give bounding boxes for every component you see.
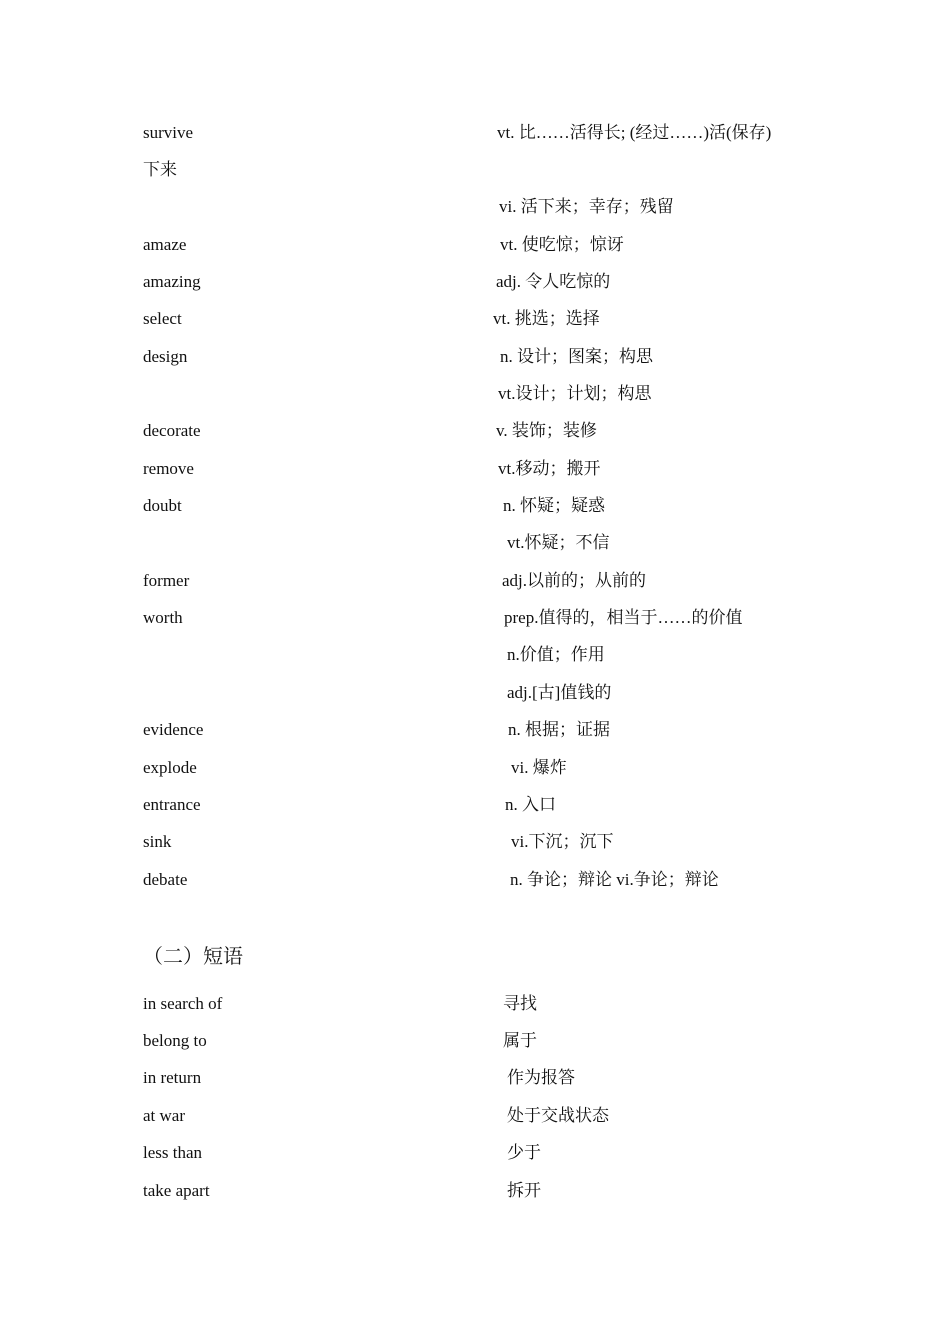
vocab-row (0, 343, 950, 371)
phrase-meaning: 拆开 (507, 1181, 541, 1200)
vocab-row (0, 417, 950, 445)
phrase-meaning: 属于 (503, 1031, 537, 1050)
vocab-row (0, 268, 950, 296)
vocab-row (0, 679, 950, 707)
vocab-meaning: n. 怀疑；疑惑 (503, 496, 605, 515)
vocab-meaning: vi. 爆炸 (511, 758, 567, 777)
vocab-row (0, 716, 950, 744)
vocab-meaning: adj.以前的；从前的 (502, 571, 647, 590)
vocab-meaning: vt. 挑选；选择 (493, 309, 600, 328)
phrase-text: less than (143, 1143, 203, 1162)
vocab-meaning: n.价值；作用 (507, 645, 605, 664)
section-heading-phrases: （二）短语 (143, 946, 243, 968)
vocab-row (0, 380, 950, 408)
phrase-meaning: 少于 (507, 1143, 541, 1162)
vocab-row (0, 119, 950, 147)
vocab-row (0, 641, 950, 669)
vocab-word: remove (143, 459, 194, 478)
phrase-text: belong to (143, 1031, 207, 1050)
vocab-row (0, 791, 950, 819)
vocab-word: amazing (143, 272, 201, 291)
phrase-text: at war (143, 1106, 186, 1125)
vocab-meaning: v. 装饰；装修 (496, 421, 597, 440)
vocab-meaning: n. 入口 (505, 795, 556, 814)
vocab-row (0, 828, 950, 856)
vocab-row (0, 156, 950, 184)
phrase-row (0, 1064, 950, 1092)
vocab-row (0, 492, 950, 520)
vocab-word: former (143, 571, 190, 590)
vocab-word: doubt (143, 496, 182, 515)
vocab-meaning: vt.设计；计划；构思 (498, 384, 652, 403)
phrase-meaning: 寻找 (503, 994, 537, 1013)
vocab-meaning: n. 根据；证据 (508, 720, 610, 739)
vocab-meaning: n. 争论；辩论 vi.争论；辩论 (510, 870, 719, 889)
vocab-meaning: vt. 比……活得长; (经过……)活(保存) (497, 123, 772, 142)
phrase-row (0, 990, 950, 1018)
vocab-row (0, 529, 950, 557)
vocab-row (0, 455, 950, 483)
vocab-word: evidence (143, 720, 204, 739)
vocab-word: decorate (143, 421, 201, 440)
vocab-meaning: vt.移动；搬开 (498, 459, 601, 478)
vocab-meaning: vi. 活下来；幸存；残留 (499, 197, 674, 216)
vocab-word: entrance (143, 795, 201, 814)
vocab-word: design (143, 347, 188, 366)
phrase-meaning: 作为报答 (507, 1068, 575, 1087)
vocab-row (0, 866, 950, 894)
phrase-text: in return (143, 1068, 202, 1087)
phrase-meaning: 处于交战状态 (507, 1106, 609, 1125)
phrase-text: in search of (143, 994, 223, 1013)
vocab-meaning: adj. 令人吃惊的 (496, 272, 611, 291)
vocab-row (0, 193, 950, 221)
vocab-word: amaze (143, 235, 187, 254)
vocab-meaning: vt. 使吃惊；惊讶 (500, 235, 624, 254)
vocab-word: sink (143, 832, 172, 851)
vocab-word: worth (143, 608, 183, 627)
vocab-row (0, 754, 950, 782)
phrase-row (0, 1102, 950, 1130)
phrase-row (0, 1177, 950, 1205)
vocab-meaning: n. 设计；图案；构思 (500, 347, 653, 366)
vocab-row (0, 604, 950, 632)
vocab-word: select (143, 309, 182, 328)
vocab-meaning: adj.[古]值钱的 (507, 683, 612, 702)
phrase-row (0, 1139, 950, 1167)
vocab-meaning: vt.怀疑；不信 (507, 533, 610, 552)
vocab-meaning: prep.值得的，相当于……的价值 (504, 608, 743, 627)
vocab-word: debate (143, 870, 188, 889)
phrase-text: take apart (143, 1181, 210, 1200)
vocab-row (0, 567, 950, 595)
vocab-row (0, 305, 950, 333)
vocab-meaning: vi.下沉；沉下 (511, 832, 614, 851)
vocab-word: explode (143, 758, 197, 777)
vocab-word: survive (143, 123, 194, 142)
phrase-row (0, 1027, 950, 1055)
vocab-row (0, 231, 950, 259)
vocab-word: 下来 (143, 160, 177, 179)
